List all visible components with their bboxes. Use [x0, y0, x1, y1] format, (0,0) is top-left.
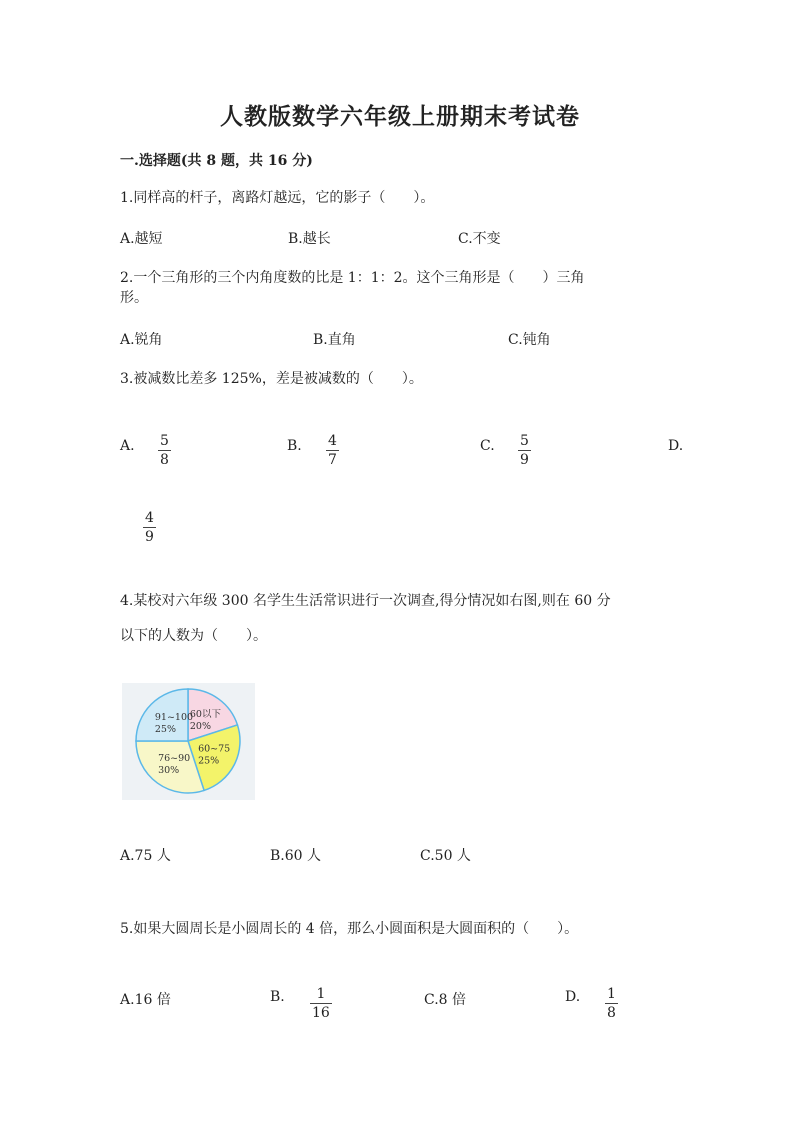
fraction-numerator: 4	[328, 433, 337, 449]
question-1-option-c[interactable]: C.不变	[458, 231, 501, 247]
question-5-stem: 5.如果大圆周长是小圆周长的 4 倍，那么小圆面积是大圆面积的（ ）。	[120, 921, 579, 937]
question-5-option-c[interactable]	[424, 989, 466, 1009]
fraction-denominator: 8	[607, 1005, 616, 1021]
option-letter: C.	[480, 438, 495, 454]
question-5-option-b-fraction	[310, 983, 332, 1021]
fraction-denominator: 7	[328, 452, 337, 468]
question-5-option-b[interactable]: B.	[270, 989, 285, 1005]
option-text: 16 倍	[134, 992, 171, 1008]
question-5-option-d[interactable]: D.	[565, 989, 581, 1005]
pie-slice-percent-2: 30%	[158, 764, 180, 776]
pie-chart	[122, 683, 255, 800]
pie-slice-label-0: 60以下	[189, 709, 221, 721]
question-2-stem-line1: 2.一个三角形的三个内角度数的比是 1：1：2。这个三角形是（ ）三角	[120, 270, 585, 286]
question-3-option-b-fraction	[326, 430, 339, 468]
question-4-option-c[interactable]: C.50 人	[420, 848, 471, 864]
question-1-option-b[interactable]: B.越长	[288, 231, 331, 247]
pie-chart-svg	[122, 683, 255, 800]
pie-slice-percent-0: 20%	[189, 721, 212, 733]
question-4-stem-line1: 4.某校对六年级 300 名学生生活常识进行一次调查,得分情况如右图,则在 60 分	[120, 593, 611, 609]
pie-slice-label-2: 76~90	[158, 752, 191, 764]
question-4-option-b[interactable]: B.60 人	[270, 848, 322, 864]
question-3-option-a-fraction	[158, 430, 171, 468]
fraction-numerator: 5	[520, 433, 529, 449]
fraction-numerator: 5	[160, 433, 169, 449]
question-3-option-b[interactable]	[287, 438, 302, 454]
pie-slice-label-1: 60~75	[198, 743, 231, 755]
question-3-option-d-fraction	[143, 507, 156, 545]
section-heading: 一.选择题(共 8 题，共 16 分)	[120, 153, 313, 169]
option-letter: A.	[120, 992, 135, 1008]
question-2-option-a[interactable]: A.锐角	[120, 332, 163, 348]
question-3-stem: 3.被减数比差多 125%，差是被减数的（ ）。	[120, 371, 423, 387]
question-3-option-a[interactable]	[120, 438, 135, 454]
question-3-option-d[interactable]: D.	[668, 438, 684, 454]
pie-slice-label-3: 91~100	[154, 711, 194, 723]
question-4-option-a[interactable]: A.75 人	[120, 848, 171, 864]
question-2-stem-line2: 形。	[120, 290, 148, 306]
fraction-denominator: 16	[312, 1005, 330, 1021]
fraction-denominator: 9	[520, 452, 529, 468]
question-5-option-d-fraction	[605, 983, 618, 1021]
fraction-denominator: 9	[145, 529, 154, 545]
option-letter: A.	[120, 438, 135, 454]
question-5-option-a[interactable]	[120, 989, 171, 1009]
option-letter: B.	[287, 438, 302, 454]
question-2-option-b[interactable]: B.直角	[313, 332, 356, 348]
question-3-option-c-fraction	[518, 430, 531, 468]
question-4-stem-line2: 以下的人数为（ ）。	[120, 628, 267, 644]
fraction-numerator: 1	[607, 986, 616, 1002]
page-title: 人教版数学六年级上册期末考试卷	[220, 103, 580, 130]
pie-slice-percent-1: 25%	[198, 755, 220, 767]
question-2-option-c[interactable]: C.钝角	[508, 332, 551, 348]
fraction-numerator: 1	[316, 986, 326, 1002]
question-1-stem: 1.同样高的杆子，离路灯越远，它的影子（ ）。	[120, 190, 435, 206]
question-3-option-c[interactable]	[480, 438, 495, 454]
question-1-option-a[interactable]: A.越短	[120, 231, 163, 247]
pie-slice-percent-3: 25%	[154, 723, 177, 735]
fraction-denominator: 8	[160, 452, 169, 468]
fraction-numerator: 4	[145, 510, 154, 526]
option-text: 8 倍	[438, 992, 467, 1008]
option-letter: C.	[424, 992, 439, 1008]
